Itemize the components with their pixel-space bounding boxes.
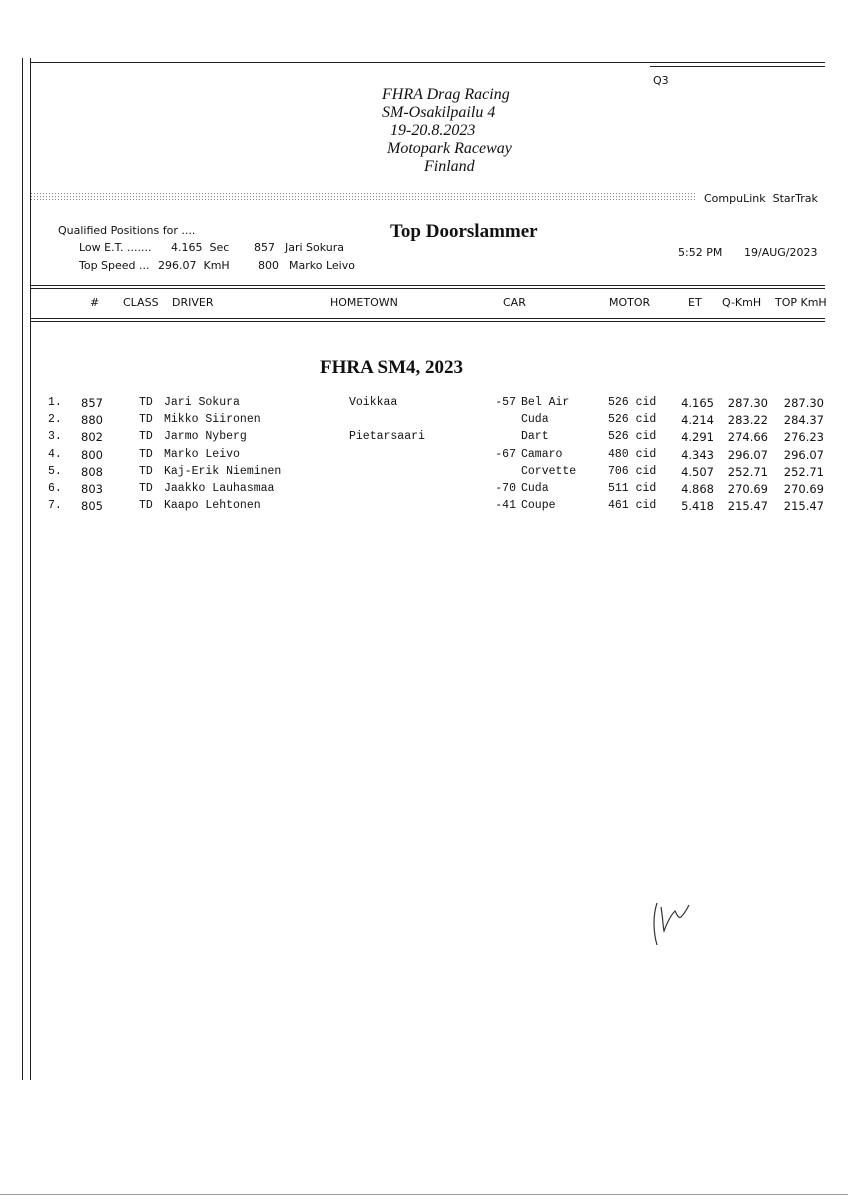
cell-et: 4.214	[681, 413, 714, 428]
cell-topkmh: 270.69	[783, 482, 824, 496]
cell-class: TD	[139, 430, 153, 444]
col-car: CAR	[503, 296, 526, 309]
qualified-label: Qualified Positions for ....	[58, 224, 196, 237]
cell-car: Camaro	[521, 447, 563, 461]
cell-num: 808	[81, 464, 103, 479]
event-title: FHRA Drag Racing	[382, 86, 510, 103]
cell-car: Cuda	[521, 413, 549, 427]
cell-qkmh: 296.07	[727, 447, 768, 462]
cell-num: 805	[81, 499, 103, 514]
col-motor: MOTOR	[609, 296, 651, 309]
cell-car-year: -57	[495, 396, 516, 409]
cell-driver: Jarmo Nyberg	[164, 430, 247, 444]
left-border-inner	[30, 58, 31, 1080]
col-num: #	[90, 296, 100, 309]
cell-class: TD	[139, 464, 153, 478]
cell-car-year: -67	[495, 447, 516, 461]
cell-pos: 7.	[48, 499, 62, 513]
cell-num: 857	[81, 396, 103, 410]
low-et-value: 4.165 Sec	[171, 241, 230, 254]
cell-topkmh: 284.37	[783, 413, 824, 428]
cell-topkmh: 276.23	[783, 430, 824, 445]
left-border	[22, 58, 23, 1080]
cell-et: 4.291	[681, 430, 714, 445]
header-rule-top-2	[30, 288, 825, 289]
cell-motor: 526 cid	[608, 413, 657, 427]
cell-driver: Kaapo Lehtonen	[164, 499, 261, 513]
col-topkmh: TOP KmH	[775, 296, 827, 309]
top-rule	[30, 62, 825, 63]
cell-num: 803	[81, 482, 103, 496]
cell-topkmh: 215.47	[783, 499, 824, 514]
low-et-driver: Jari Sokura	[285, 241, 345, 254]
cell-motor: 480 cid	[608, 447, 657, 461]
cell-topkmh: 287.30	[783, 396, 824, 410]
cell-pos: 5.	[48, 464, 62, 478]
series-title: FHRA SM4, 2023	[320, 357, 464, 378]
brand-label: CompuLink StarTrak	[704, 192, 818, 205]
cell-driver: Kaj-Erik Nieminen	[164, 464, 282, 478]
cell-car: Dart	[521, 430, 549, 444]
cell-topkmh: 296.07	[783, 447, 824, 462]
header-rule-bottom-2	[30, 321, 825, 322]
cell-topkmh: 252.71	[783, 464, 824, 479]
event-venue: Motopark Raceway	[387, 140, 512, 157]
cell-class: TD	[139, 482, 153, 495]
col-qkmh: Q-KmH	[722, 296, 762, 309]
cell-class: TD	[139, 396, 153, 409]
cell-hometown: Pietarsaari	[349, 430, 425, 444]
cell-et: 5.418	[681, 499, 714, 514]
top-speed-car: 800	[258, 259, 279, 272]
cell-qkmh: 287.30	[727, 396, 768, 410]
top-speed-label: Top Speed ...	[79, 259, 150, 272]
cell-hometown: Voikkaa	[349, 396, 398, 409]
cell-num: 800	[81, 447, 103, 462]
event-country: Finland	[424, 158, 475, 175]
class-title: Top Doorslammer	[390, 221, 538, 242]
cell-driver: Jaakko Lauhasmaa	[164, 482, 275, 495]
top-speed-driver: Marko Leivo	[289, 259, 355, 272]
handwritten-initials	[645, 893, 705, 953]
cell-pos: 4.	[48, 447, 62, 461]
cell-car-year: -70	[495, 482, 516, 495]
cell-pos: 3.	[48, 430, 62, 444]
cell-et: 4.507	[681, 464, 714, 479]
col-et: ET	[688, 296, 702, 309]
cell-class: TD	[139, 447, 153, 461]
cell-driver: Mikko Siironen	[164, 413, 261, 427]
cell-motor: 526 cid	[608, 396, 657, 409]
header-rule-bottom	[30, 318, 825, 319]
cell-qkmh: 252.71	[727, 464, 768, 479]
cell-car: Corvette	[521, 464, 577, 478]
cell-car-year: -41	[495, 499, 516, 513]
bottom-rule	[0, 1194, 848, 1195]
report-time: 5:52 PM	[678, 246, 723, 259]
cell-qkmh: 283.22	[727, 413, 768, 428]
cell-class: TD	[139, 499, 153, 513]
cell-motor: 511 cid	[608, 482, 657, 495]
cell-num: 880	[81, 413, 103, 428]
header-rule-top	[30, 285, 825, 286]
cell-driver: Jari Sokura	[164, 396, 240, 409]
cell-class: TD	[139, 413, 153, 427]
event-subtitle: SM-Osakilpailu 4	[382, 104, 496, 121]
session-label: Q3	[653, 74, 669, 87]
cell-qkmh: 274.66	[727, 430, 768, 445]
low-et-label: Low E.T. .......	[79, 241, 152, 254]
cell-qkmh: 215.47	[727, 499, 768, 514]
cell-et: 4.343	[681, 447, 714, 462]
top-speed-value: 296.07 KmH	[158, 259, 230, 272]
cell-pos: 6.	[48, 482, 62, 495]
cell-pos: 1.	[48, 396, 62, 409]
report-date: 19/AUG/2023	[744, 246, 818, 259]
cell-num: 802	[81, 430, 103, 445]
col-driver: DRIVER	[172, 296, 214, 309]
event-header	[370, 86, 570, 176]
cell-car: Coupe	[521, 499, 556, 513]
col-hometown: HOMETOWN	[330, 296, 398, 309]
cell-motor: 461 cid	[608, 499, 657, 513]
cell-motor: 706 cid	[608, 464, 657, 478]
cell-qkmh: 270.69	[727, 482, 768, 496]
dotted-band	[30, 192, 695, 202]
event-dates: 19-20.8.2023	[390, 122, 476, 139]
cell-motor: 526 cid	[608, 430, 657, 444]
cell-et: 4.868	[681, 482, 714, 496]
cell-car: Cuda	[521, 482, 549, 495]
cell-driver: Marko Leivo	[164, 447, 240, 461]
cell-et: 4.165	[681, 396, 714, 410]
cell-pos: 2.	[48, 413, 62, 427]
col-class: CLASS	[123, 296, 159, 309]
low-et-car: 857	[254, 241, 275, 254]
top-rule-2	[650, 66, 825, 67]
cell-car: Bel Air	[521, 396, 570, 409]
